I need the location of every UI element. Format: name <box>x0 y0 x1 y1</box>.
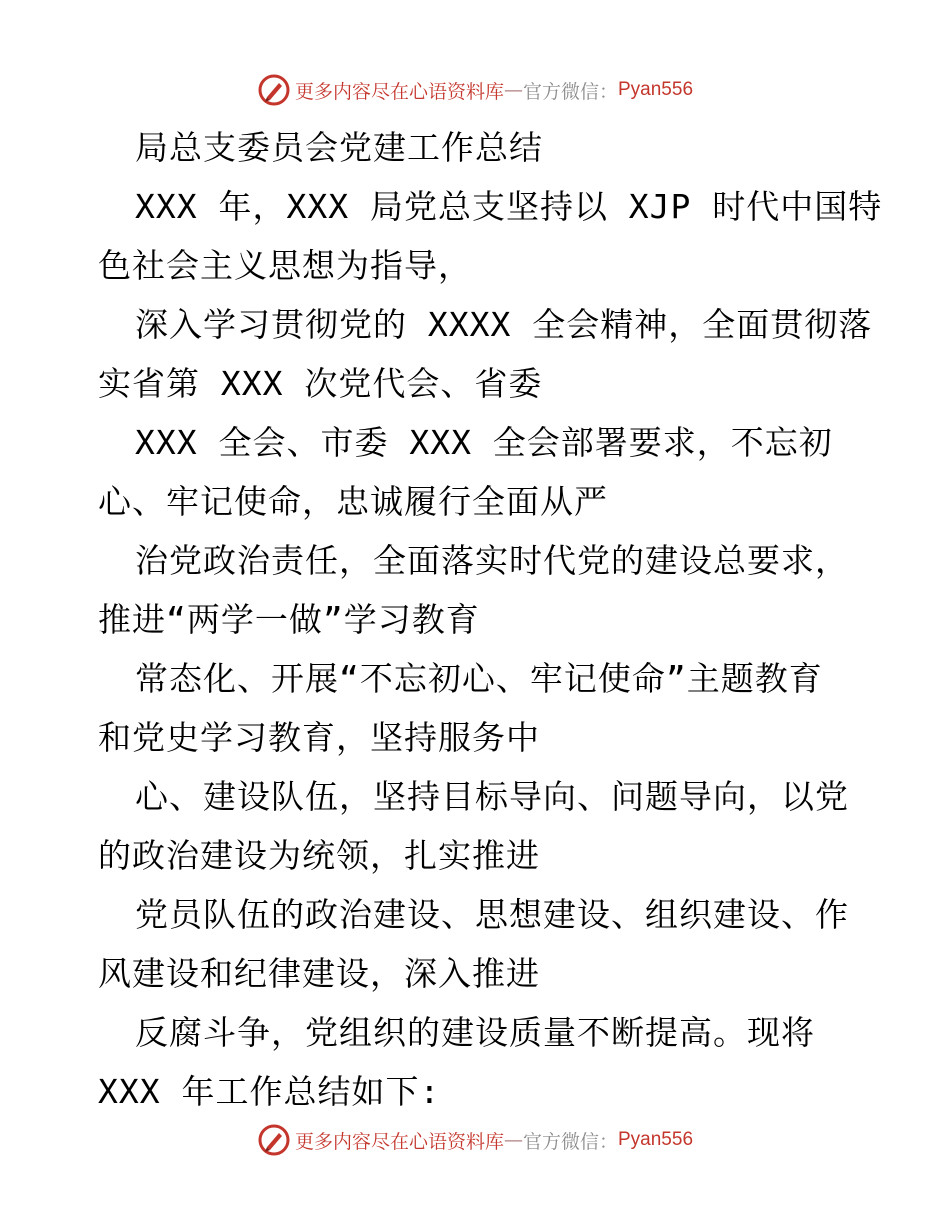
paragraph-line: 党员队伍的政治建设、思想建设、组织建设、作 <box>135 895 849 934</box>
document-title: 局总支委员会党建工作总结 <box>135 128 543 167</box>
watermark-wechat-id: Pyan556 <box>618 1129 694 1150</box>
paragraph-line: 风建设和纪律建设，深入推进 <box>98 954 540 993</box>
watermark-main-text: 更多内容尽在心语资料库 <box>294 80 504 103</box>
red-circle-pen-logo-icon <box>257 1123 291 1157</box>
header-watermark <box>0 72 950 108</box>
paragraph-line: 实省第 XXX 次党代会、省委 <box>98 364 543 403</box>
paragraph-line: 常态化、开展“不忘初心、牢记使命”主题教育 <box>135 659 823 698</box>
paragraph-line: 心、建设队伍，坚持目标导向、问题导向，以党 <box>135 777 849 816</box>
paragraph-line: 深入学习贯彻党的 XXXX 全会精神，全面贯彻落 <box>135 305 873 344</box>
watermark-dash: — <box>503 1129 523 1151</box>
paragraph-line: 治党政治责任，全面落实时代党的建设总要求， <box>135 541 849 580</box>
paragraph-line: 推进“两学一做”学习教育 <box>98 600 480 639</box>
red-circle-pen-logo-icon <box>257 73 291 107</box>
watermark-wechat-label: 官方微信： <box>522 1130 618 1153</box>
paragraph-line: XXX 年工作总结如下: <box>98 1072 441 1111</box>
paragraph-line: XXX 年，XXX 局党总支坚持以 XJP 时代中国特 <box>135 187 883 226</box>
watermark-wechat-id: Pyan556 <box>618 79 694 100</box>
document-body <box>98 118 898 1121</box>
paragraph-line: 的政治建设为统领，扎实推进 <box>98 836 540 875</box>
paragraph-line: 色社会主义思想为指导， <box>98 246 472 285</box>
footer-watermark <box>0 1122 950 1158</box>
paragraph-line: 反腐斗争，党组织的建设质量不断提高。现将 <box>135 1013 815 1052</box>
watermark-main-text: 更多内容尽在心语资料库 <box>294 1130 504 1153</box>
watermark-dash: — <box>503 79 523 101</box>
paragraph-line: XXX 全会、市委 XXX 全会部署要求，不忘初 <box>135 423 833 462</box>
paragraph-line: 心、牢记使命，忠诚履行全面从严 <box>98 482 608 521</box>
watermark-wechat-label: 官方微信： <box>522 80 618 103</box>
paragraph-line: 和党史学习教育，坚持服务中 <box>98 718 540 757</box>
